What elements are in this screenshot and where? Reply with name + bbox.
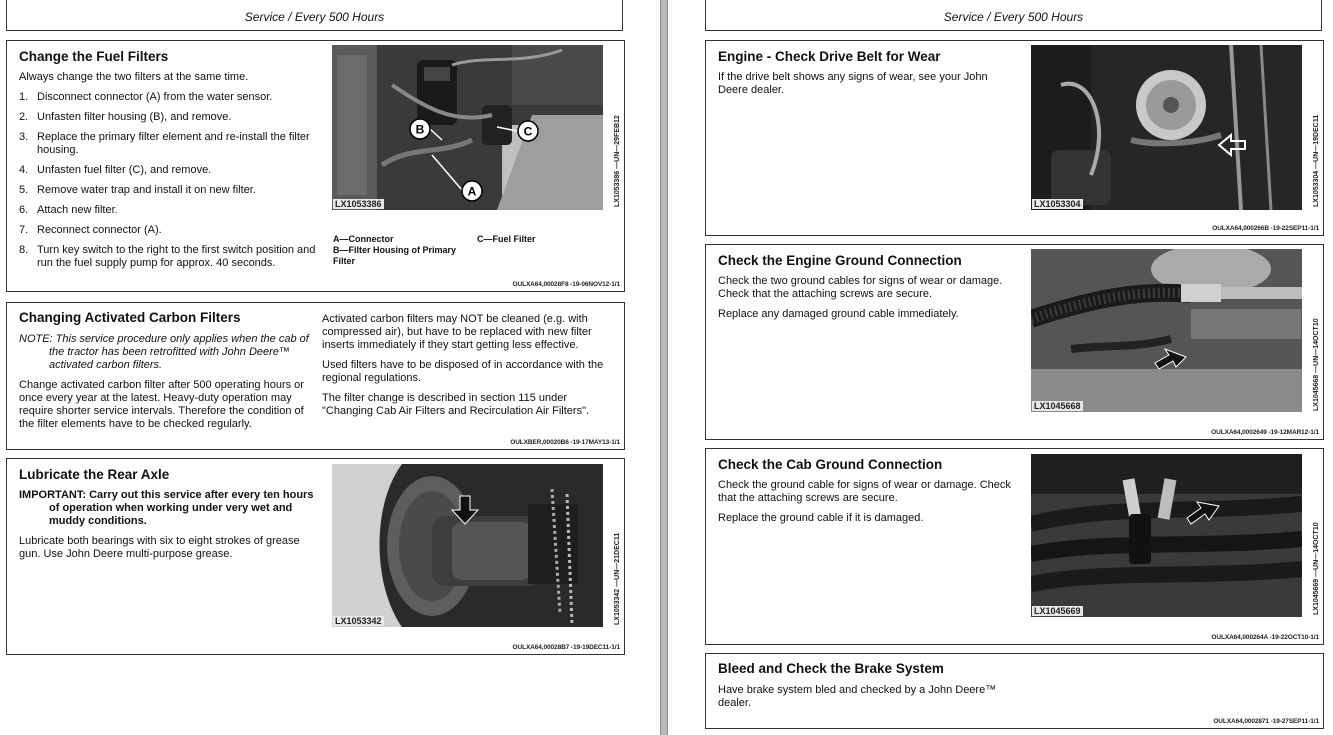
section-text-right xyxy=(322,313,617,425)
image-id: LX1053304 xyxy=(1034,199,1081,209)
paragraph: If the drive belt shows any signs of wear, see your John Deere dealer. xyxy=(718,71,988,96)
step-text: Replace the primary filter element and re-install the filter housing. xyxy=(37,131,310,156)
page-gutter xyxy=(660,0,668,735)
section-engine-ground xyxy=(705,244,1324,440)
image-id: LX1053386 xyxy=(335,199,382,209)
image-side-label: LX1053342 —UN—21DEC11 xyxy=(614,532,621,625)
paragraph: Activated carbon filters may NOT be cleaned (e.g. with compressed air), but have to be replaced with new filter inserts immediately if they start getting less effective. xyxy=(322,313,592,351)
callout-b: B xyxy=(415,122,425,137)
image-side-label: LX1045669 —UN—14OCT10 xyxy=(1313,522,1320,615)
rear-axle-photo xyxy=(332,464,603,627)
callout-c: C xyxy=(523,124,533,139)
section-text xyxy=(718,479,1014,532)
reference-code: OULXA64,00028F8 -19-06NOV12-1/1 xyxy=(512,281,620,288)
step-number: 7. xyxy=(19,224,29,236)
section-text xyxy=(19,489,315,568)
section-title: Lubricate the Rear Axle xyxy=(19,467,170,482)
section-title: Changing Activated Carbon Filters xyxy=(19,310,241,325)
paragraph: Check the ground cable for signs of wear or damage. Check that the attaching screws are secure. xyxy=(718,479,1011,504)
section-brake-system xyxy=(705,653,1324,729)
step-text: Unfasten filter housing (B), and remove. xyxy=(37,111,232,123)
steps-list xyxy=(19,91,319,270)
section-rear-axle xyxy=(6,458,625,655)
section-fuel-filters xyxy=(6,40,625,292)
reference-code: OULXA64,0002649 -19-12MAR12-1/1 xyxy=(1211,429,1319,436)
list-item xyxy=(19,204,319,217)
section-title: Bleed and Check the Brake System xyxy=(718,661,944,676)
cab-cable-illustration xyxy=(1031,454,1302,617)
image-side-label: LX1045668 —UN—14OCT10 xyxy=(1313,318,1320,411)
paragraph: The filter change is described in section 115 under "Changing Cab Air Filters and Recirculation Air Filters". xyxy=(322,392,590,417)
engine-illustration xyxy=(332,45,603,210)
callout-a: A xyxy=(467,184,477,199)
step-number: 5. xyxy=(19,184,29,196)
step-text: Disconnect connector (A) from the water sensor. xyxy=(37,91,273,103)
list-item xyxy=(19,164,319,177)
section-text xyxy=(718,71,1008,104)
section-title: Check the Engine Ground Connection xyxy=(718,253,962,268)
cable-illustration xyxy=(1031,249,1302,412)
paragraph: Check the two ground cables for signs of wear or damage. Check that the attaching screws are secure. xyxy=(718,275,1003,300)
paragraph: Replace the ground cable if it is damaged. xyxy=(718,512,924,524)
legend-a: A—Connector xyxy=(333,234,394,244)
drive-belt-photo xyxy=(1031,45,1302,210)
section-drive-belt xyxy=(705,40,1324,236)
section-text xyxy=(19,71,319,277)
step-number: 8. xyxy=(19,244,29,256)
step-text: Turn key switch to the right to the first switch position and run the fuel supply pump for approx. 40 seconds. xyxy=(37,244,316,269)
right-page xyxy=(668,0,1333,735)
note-text: NOTE: This service procedure only applies when the cab of the tractor has been retrofitted with John Deere™ activated carbon filters. xyxy=(19,333,309,371)
reference-code: OULXA64,0002871 -19-27SEP11-1/1 xyxy=(1213,718,1319,725)
cab-ground-photo xyxy=(1031,454,1302,617)
section-cab-ground xyxy=(705,448,1324,645)
step-number: 1. xyxy=(19,91,29,103)
list-item xyxy=(19,244,319,270)
paragraph: Have brake system bled and checked by a John Deere™ dealer. xyxy=(718,684,997,709)
step-text: Reconnect connector (A). xyxy=(37,224,162,236)
image-side-label: LX1053304 —UN—19DEC11 xyxy=(1313,114,1320,207)
step-text: Unfasten fuel filter (C), and remove. xyxy=(37,164,212,176)
section-title: Engine - Check Drive Belt for Wear xyxy=(718,49,941,64)
image-id: LX1053342 xyxy=(335,616,382,626)
reference-code: OULXA64,00028B7 -19-19DEC11-1/1 xyxy=(512,644,620,651)
section-title: Check the Cab Ground Connection xyxy=(718,457,943,472)
step-text: Attach new filter. xyxy=(37,204,118,216)
section-carbon-filters xyxy=(6,302,625,450)
list-item xyxy=(19,224,319,237)
paragraph: Replace any damaged ground cable immediately. xyxy=(718,308,959,320)
image-id: LX1045669 xyxy=(1034,606,1081,616)
section-text-left xyxy=(19,333,313,438)
step-number: 4. xyxy=(19,164,29,176)
engine-ground-photo xyxy=(1031,249,1302,412)
step-number: 2. xyxy=(19,111,29,123)
page-header: Service / Every 500 Hours xyxy=(705,0,1322,31)
paragraph: Change activated carbon filter after 500 operating hours or once every year at the latest. Heavy-duty operation may require shorter service intervals. Therefore the condition of the filter elements have to be checked regularly. xyxy=(19,379,304,430)
image-side-label: LX1053386 —UN—29FEB12 xyxy=(614,115,621,207)
section-title: Change the Fuel Filters xyxy=(19,49,169,64)
section-text xyxy=(718,275,1014,328)
paragraph: Used filters have to be disposed of in accordance with the regional regulations. xyxy=(322,359,604,384)
section-text xyxy=(718,684,1014,717)
reference-code: OULXA64,000266B -19-22SEP11-1/1 xyxy=(1212,225,1319,232)
alternator-illustration xyxy=(1031,45,1302,210)
legend-b: B—Filter Housing of Primary Filter xyxy=(333,245,457,266)
legend-c: C—Fuel Filter xyxy=(477,234,536,244)
important-text: IMPORTANT: Carry out this service after every ten hours of operation when working under very wet and muddy conditions. xyxy=(19,489,314,527)
reference-code: OULXA64,000264A -19-22OCT10-1/1 xyxy=(1211,634,1319,641)
intro-text: Always change the two filters at the same time. xyxy=(19,71,249,83)
list-item xyxy=(19,111,319,124)
page-header: Service / Every 500 Hours xyxy=(6,0,623,31)
step-text: Remove water trap and install it on new filter. xyxy=(37,184,256,196)
list-item xyxy=(19,184,319,197)
list-item xyxy=(19,131,319,157)
left-page xyxy=(0,0,660,735)
fuel-filter-photo xyxy=(332,45,603,210)
image-id: LX1045668 xyxy=(1034,401,1081,411)
list-item xyxy=(19,91,319,104)
step-number: 6. xyxy=(19,204,29,216)
step-number: 3. xyxy=(19,131,29,143)
paragraph: Lubricate both bearings with six to eight strokes of grease gun. Use John Deere multi-purpose grease. xyxy=(19,535,300,560)
axle-illustration xyxy=(332,464,603,627)
reference-code: OULXBER,00020B6 -19-17MAY13-1/1 xyxy=(510,439,620,446)
